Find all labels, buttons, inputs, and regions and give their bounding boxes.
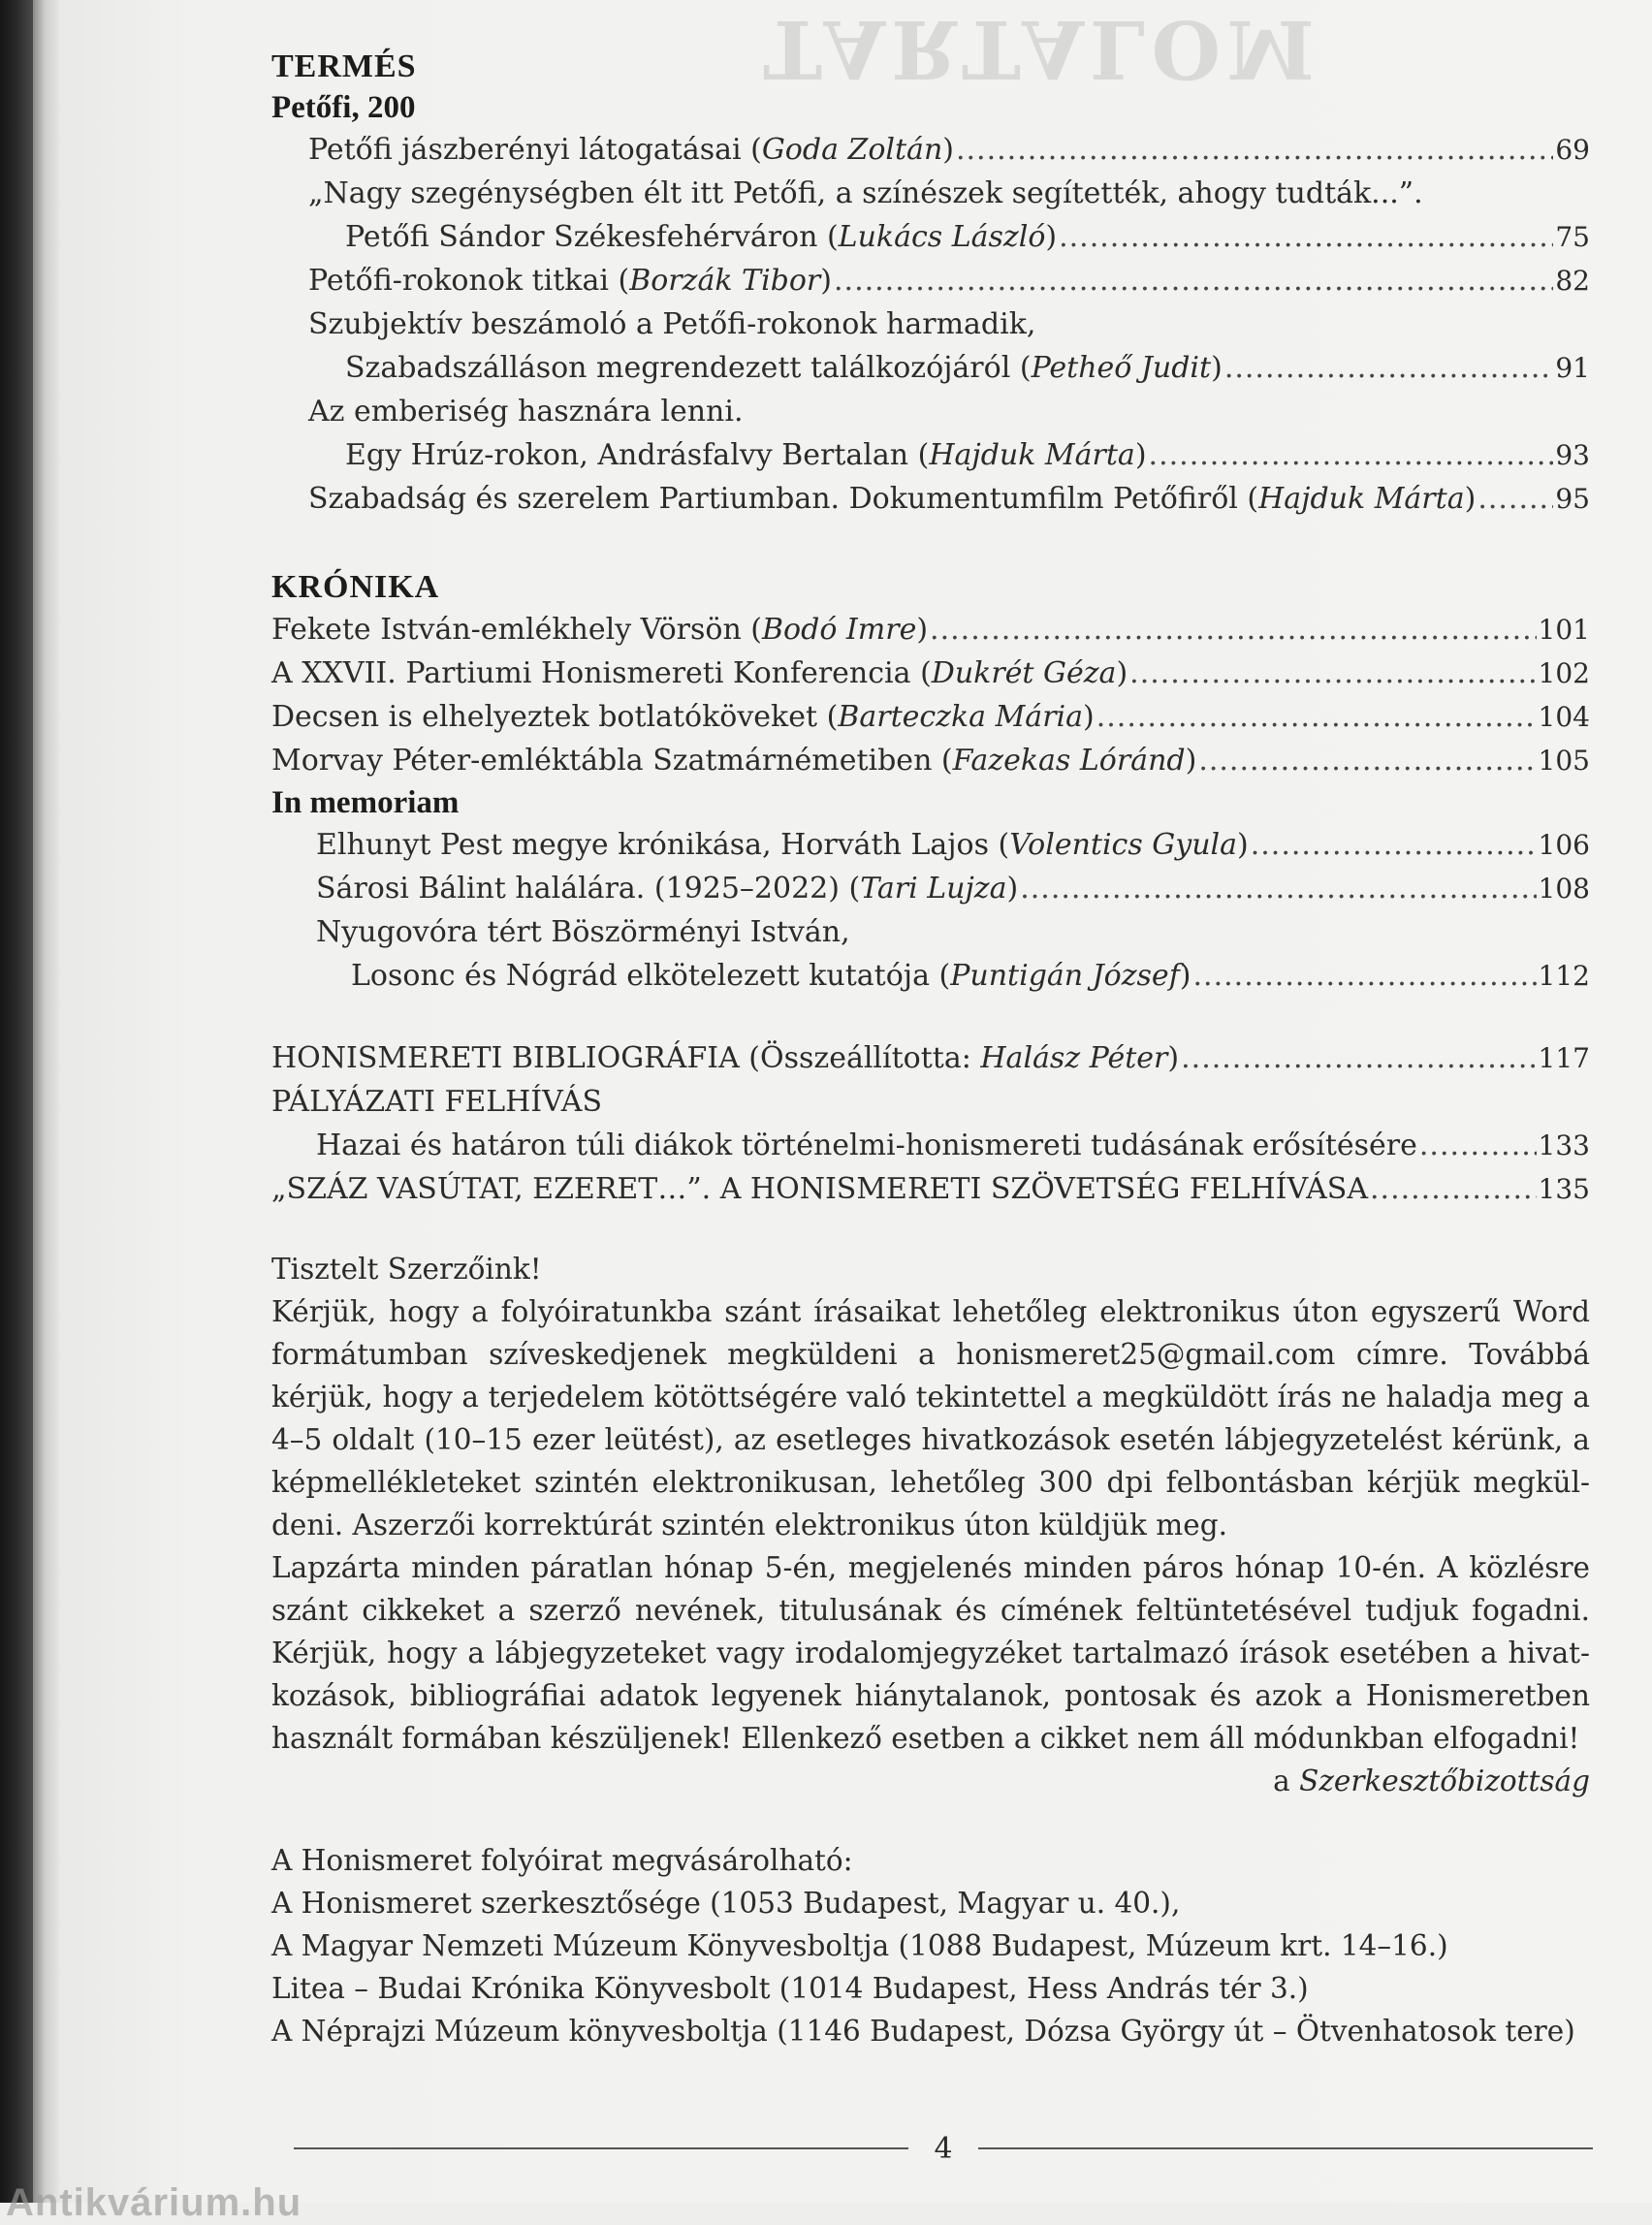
- toc-entry: Losonc és Nógrád elkötelezett kutatója (Puntigán József) ..... 112: [271, 954, 1590, 998]
- purchase-location: A Honismeret szerkesztősége (1053 Budapest, Magyar u. 40.),: [271, 1887, 1181, 1920]
- notice-signature: a Szerkesztőbizottság: [1273, 1764, 1590, 1797]
- footer-rule-left: [294, 2147, 908, 2149]
- leader-dots: [1198, 739, 1536, 782]
- toc-content: [271, 47, 1590, 2052]
- page-ref: 104: [1538, 701, 1590, 733]
- page-ref: 117: [1538, 1042, 1590, 1074]
- leader-dots: [1251, 823, 1537, 867]
- toc-entry-line1: Az emberiség hasznára lenni.: [308, 395, 744, 429]
- toc-entry: Morvay Péter-emléktábla Szatmárnémetiben (Fazekas Lóránd) ..... 105: [271, 739, 1590, 782]
- page-ref: 133: [1538, 1129, 1590, 1161]
- notice-greeting: Tisztelt Szerzőink!: [271, 1253, 542, 1286]
- purchase-location: A Néprajzi Múzeum könyvesboltja (1146 Budapest, Dózsa György út – Ötvenhatosok tere): [271, 2015, 1575, 2048]
- footer-rule-right: [978, 2147, 1593, 2149]
- leader-dots: [956, 128, 1553, 172]
- page-footer: [294, 2129, 1593, 2168]
- bleed-through-heading: TARTALOM: [763, 2, 1320, 95]
- toc-entry: Decsen is elhelyeztek botlatóköveket (Barteczka Mária) ..... 104: [271, 695, 1590, 739]
- page-number: 4: [934, 2131, 953, 2166]
- subsection-title-in-memoriam: In memoriam: [271, 785, 460, 820]
- page-ref: 75: [1555, 221, 1590, 253]
- page-ref: 108: [1538, 873, 1590, 905]
- section-title-palyazat: PÁLYÁZATI FELHÍVÁS: [271, 1085, 603, 1119]
- section-title-termes: TERMÉS: [271, 48, 417, 84]
- toc-entry: Egy Hrúz-rokon, Andrásfalvy Bertalan (Hajduk Márta) ..... 93: [271, 433, 1590, 477]
- page-ref: 95: [1555, 483, 1590, 515]
- leader-dots: [1059, 215, 1553, 259]
- page-ref: 91: [1555, 352, 1590, 384]
- subsection-title-petofi: Petőfi, 200: [271, 90, 416, 125]
- page-ref: 93: [1555, 439, 1590, 471]
- toc-entry-szaz-vasutat: „SZÁZ VASÚTAT, EZERET…”. A HONISMERETI SZÖVETSÉG FELHÍVÁSA ..... 135: [271, 1167, 1590, 1211]
- page-ref: 102: [1538, 657, 1590, 689]
- notice-paragraph-1: Kérjük, hogy a folyóiratunkba szánt írásaikat lehetőleg elektronikus úton egyszerű Word formátumban szíveskedjenek megküldeni a honismeret25@gmail.com címre. Továbbá kérjük, hogy a terjedelem kötöttségére való tekintettel a megküldött írás ne haladja meg a 4–5 oldalt (10–15 ezer leütést), az esetleges hivatkozások esetén lábjegyzetelést kérünk, a képmellékleteket szintén elektronikusan, lehetőleg 300 dpi felbontásban kérjük megküldeni. Aszerzői korrektúrát szintén elektronikus úton küldjük meg.: [271, 1295, 1590, 1542]
- notice-paragraph-2: Lapzárta minden páratlan hónap 5-én, megjelenés minden páros hónap 10-én. A közlésre szánt cikkeket a szerző nevének, titulusának és címének feltüntetésével tudjuk fogadni. Kérjük, hogy a lábjegyzeteket vagy irodalomjegyzéket tartalmazó írások esetében a hivatkozások, bibliográfiai adatok legyenek hiánytalanok, pontosak és azok a Honismeretben használt formában készüljenek! Ellenkező esetben a cikket nem áll módunkban elfogadni!: [271, 1551, 1590, 1755]
- toc-entry-line1: Nyugovóra tért Böszörményi István,: [316, 915, 850, 949]
- book-spine: [0, 0, 33, 2203]
- toc-entry-line1: „Nagy szegénységben élt itt Petőfi, a színészek segítették, ahogy tudták...”.: [308, 176, 1423, 210]
- toc-entry: Fekete István-emlékhely Vörsön (Bodó Imre) ..... 101: [271, 608, 1590, 652]
- leader-dots: [1370, 1167, 1537, 1211]
- toc-entry-bibliography: HONISMERETI BIBLIOGRÁFIA (Összeállította: Halász Péter) ..... 117: [271, 1036, 1590, 1080]
- leader-dots: [1149, 433, 1554, 477]
- notice-to-authors: [271, 1248, 1590, 1760]
- purchase-heading: A Honismeret folyóirat megvásárolható:: [271, 1844, 853, 1877]
- leader-dots: [1020, 867, 1536, 910]
- page-ref: 105: [1538, 745, 1590, 777]
- toc-entry: Sárosi Bálint halálára. (1925–2022) (Tari Lujza) ..... 108: [271, 867, 1590, 910]
- purchase-location: A Magyar Nemzeti Múzeum Könyvesboltja (1088 Budapest, Múzeum krt. 14–16.): [271, 1929, 1448, 1962]
- leader-dots: [1181, 1036, 1536, 1080]
- toc-entry: A XXVII. Partiumi Honismereti Konferencia (Dukrét Géza) ..... 102: [271, 652, 1590, 695]
- toc-entry: Petőfi jászberényi látogatásai (Goda Zoltán) ..... 69: [271, 128, 1590, 172]
- watermark: Antikvárium.hu: [6, 2181, 302, 2224]
- leader-dots: [834, 259, 1553, 302]
- section-title-kronika: KRÓNIKA: [271, 569, 440, 605]
- toc-entry-palyazat: Hazai és határon túli diákok történelmi-honismereti tudásának erősítésére ..... 133: [271, 1124, 1590, 1167]
- leader-dots: [930, 608, 1537, 652]
- toc-entry: Szabadszálláson megrendezett találkozójáról (Petheő Judit) ..... 91: [271, 346, 1590, 390]
- page-ref: 82: [1555, 265, 1590, 297]
- page-ref: 106: [1538, 829, 1590, 861]
- page-ref: 135: [1538, 1173, 1590, 1205]
- book-gutter: [33, 0, 60, 2203]
- toc-entry: Elhunyt Pest megye krónikása, Horváth Lajos (Volentics Gyula) ..... 106: [271, 823, 1590, 867]
- toc-entry: Petőfi Sándor Székesfehérváron (Lukács László) ..... 75: [271, 215, 1590, 259]
- leader-dots: [1193, 954, 1537, 998]
- toc-entry-line1: Szubjektív beszámoló a Petőfi-rokonok harmadik,: [308, 307, 1036, 341]
- page-ref: 112: [1538, 960, 1590, 992]
- leader-dots: [1419, 1124, 1537, 1167]
- leader-dots: [1129, 652, 1536, 695]
- leader-dots: [1096, 695, 1537, 739]
- toc-entry: Petőfi-rokonok titkai (Borzák Tibor) ..... 82: [271, 259, 1590, 302]
- leader-dots: [1224, 346, 1554, 390]
- leader-dots: [1477, 477, 1553, 521]
- page-ref: 101: [1538, 614, 1590, 646]
- purchase-locations: [271, 1839, 1590, 2052]
- purchase-location: Litea – Budai Krónika Könyvesbolt (1014 Budapest, Hess András tér 3.): [271, 1972, 1309, 2005]
- page-ref: 69: [1555, 134, 1590, 166]
- toc-entry: Szabadság és szerelem Partiumban. Dokumentumfilm Petőfiről (Hajduk Márta) ..... 95: [271, 477, 1590, 521]
